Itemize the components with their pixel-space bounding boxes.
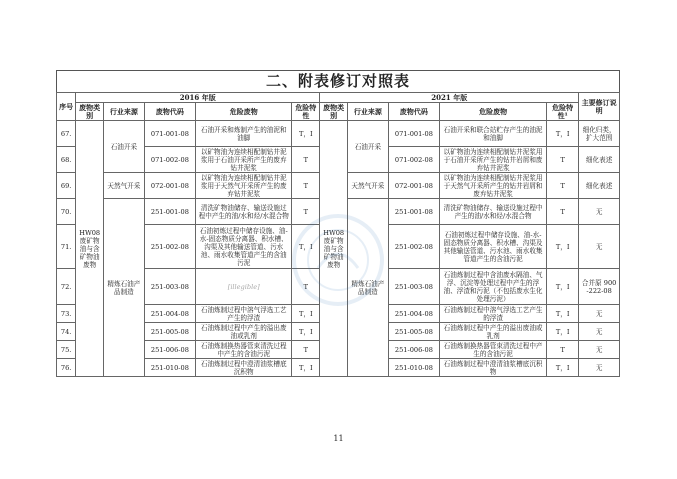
hazard-cell: T xyxy=(292,147,320,173)
remark-cell: 无 xyxy=(579,359,620,377)
hazard-cell: T，I xyxy=(547,225,579,269)
hazard-cell: T，I xyxy=(292,359,320,377)
remark-cell: 细化归类，扩大范围 xyxy=(579,121,620,147)
header-waste-2021: 危险废物 xyxy=(440,103,547,121)
waste-cell: 石油开采和炼制产生的油泥和油脚 xyxy=(196,121,292,147)
waste-cell: 石油炼制过程中溶气浮选工艺产生的浮渣 xyxy=(196,305,292,323)
code-cell: 251-010-08 xyxy=(388,359,439,377)
header-hazard-2021: 危险特性¹ xyxy=(547,103,579,121)
seq-cell: 73. xyxy=(57,305,76,323)
header-code-2016: 废物代码 xyxy=(144,103,195,121)
hazard-cell: T xyxy=(547,341,579,359)
seq-cell: 75. xyxy=(57,341,76,359)
waste-cell: 石油炼制过程中澄清油浆槽底沉积物 xyxy=(196,359,292,377)
seq-cell: 67. xyxy=(57,121,76,147)
seq-cell: 71. xyxy=(57,225,76,269)
header-code-2021: 废物代码 xyxy=(388,103,439,121)
waste-cell: 以矿物油为连续相配制钻井泥浆用于石油开采所产生的钻井岩屑和废弃钻井泥浆 xyxy=(440,147,547,173)
code-cell: 251-004-08 xyxy=(144,305,195,323)
header-category-2016: 废物类别 xyxy=(76,103,104,121)
remark-cell: 无 xyxy=(579,341,620,359)
code-cell: 072-001-08 xyxy=(388,173,439,199)
remark-cell: 无 xyxy=(579,305,620,323)
remark-cell: 合并原 900-222-08 xyxy=(579,269,620,305)
header-hazard-2016: 危险特性 xyxy=(292,103,320,121)
header-industry-2021: 行业来源 xyxy=(348,103,389,121)
code-cell: 251-004-08 xyxy=(388,305,439,323)
hazard-cell: T xyxy=(292,341,320,359)
hazard-cell: T，I xyxy=(547,359,579,377)
hazard-cell: T，I xyxy=(547,305,579,323)
code-cell: 071-001-08 xyxy=(388,121,439,147)
waste-cell: 石油开采和联合站贮存产生的油泥和油脚 xyxy=(440,121,547,147)
code-cell: 251-001-08 xyxy=(388,199,439,225)
waste-cell: 清洗矿物油储存、输送设施过程中产生的油/水和烃/水混合物 xyxy=(196,199,292,225)
remark-cell: 无 xyxy=(579,225,620,269)
page-number: 11 xyxy=(333,434,344,443)
table-row xyxy=(57,121,620,147)
industry-cell-2016: 精炼石油产品制造 xyxy=(104,199,145,377)
waste-cell: 石油炼制过程中产生的溢出废油或乳剂 xyxy=(440,323,547,341)
code-cell: 251-006-08 xyxy=(144,341,195,359)
code-cell: 071-001-08 xyxy=(144,121,195,147)
industry-cell-2021: 天然气开采 xyxy=(348,173,389,199)
code-cell: 251-006-08 xyxy=(388,341,439,359)
hazard-cell: T，I xyxy=(547,121,579,147)
industry-cell-2016: 天然气开采 xyxy=(104,173,145,199)
code-cell: 072-001-08 xyxy=(144,173,195,199)
waste-cell: 以矿物油为连续相配制钻井泥浆用于石油开采所产生的废弃钻井泥浆 xyxy=(196,147,292,173)
code-cell: 251-002-08 xyxy=(144,225,195,269)
header-remark: 主要修订说明 xyxy=(579,93,620,121)
header-seq: 序号 xyxy=(57,93,76,121)
category-cell-2021: HW08 废矿物油与含矿物油废物 xyxy=(320,121,348,377)
waste-cell: 以矿物油为连续相配制钻井泥浆用于天然气开采所产生的钻井岩屑和废弃钻井泥浆 xyxy=(440,173,547,199)
header-category-2021: 废物类别 xyxy=(320,103,348,121)
waste-cell: 石油炼制过程中含油废水隔油、气浮、沉淀等处理过程中产生的浮油、浮渣和污泥（不包括废水生化处理污泥） xyxy=(440,269,547,305)
industry-cell-2021: 精炼石油产品制造 xyxy=(348,199,389,377)
code-cell: 251-001-08 xyxy=(144,199,195,225)
waste-cell: 石油初炼过程中储存设施、油-水-固态物质分离器、积水槽、沟渠及其他输送管道、污水池、雨水收集管道产生的含油污泥 xyxy=(196,225,292,269)
waste-cell: 石油炼制过程中澄清油浆槽底沉积物 xyxy=(440,359,547,377)
code-cell: 071-002-08 xyxy=(388,147,439,173)
waste-cell: 清洗矿物油储存、输送设施过程中产生的油/水和烃/水混合物 xyxy=(440,199,547,225)
hazard-cell: T xyxy=(547,199,579,225)
waste-cell: 石油炼制过程中溶气浮选工艺产生的浮渣 xyxy=(440,305,547,323)
revision-table xyxy=(56,92,620,377)
waste-cell: 石油炼制过程中产生的溢出废油或乳剂 xyxy=(196,323,292,341)
hazard-cell: T，I xyxy=(547,269,579,305)
hazard-cell: T xyxy=(292,199,320,225)
seq-cell: 76. xyxy=(57,359,76,377)
remark-cell: 细化表述 xyxy=(579,147,620,173)
waste-cell: 石油炼制换热器管束清洗过程中产生的含油污泥 xyxy=(440,341,547,359)
code-cell: 251-003-08 xyxy=(388,269,439,305)
seq-cell: 69. xyxy=(57,173,76,199)
remark-cell: 无 xyxy=(579,199,620,225)
seq-cell: 72. xyxy=(57,269,76,305)
hazard-cell: T xyxy=(547,173,579,199)
hazard-cell: T xyxy=(292,269,320,305)
remark-cell: 无 xyxy=(579,323,620,341)
header-industry-2016: 行业来源 xyxy=(104,103,145,121)
header-version-2016: 2016 年版 xyxy=(76,93,320,103)
remark-cell: 细化表述 xyxy=(579,173,620,199)
code-cell: 251-010-08 xyxy=(144,359,195,377)
page-title: 二、附表修订对照表 xyxy=(56,70,620,92)
code-cell: 251-005-08 xyxy=(144,323,195,341)
header-version-2021: 2021 年版 xyxy=(320,93,579,103)
seq-cell: 70. xyxy=(57,199,76,225)
hazard-cell: T xyxy=(292,173,320,199)
hazard-cell: T，I xyxy=(292,305,320,323)
seq-cell: 68. xyxy=(57,147,76,173)
industry-cell-2016: 石油开采 xyxy=(104,121,145,173)
hazard-cell: T xyxy=(547,147,579,173)
waste-cell: 以矿物油为连续相配制钻井泥浆用于天然气开采所产生的废弃钻井泥浆 xyxy=(196,173,292,199)
code-cell: 251-003-08 xyxy=(144,269,195,305)
waste-cell-illegible: [illegible] xyxy=(196,269,292,305)
code-cell: 251-005-08 xyxy=(388,323,439,341)
hazard-cell: T，I xyxy=(292,225,320,269)
header-waste-2016: 危险废物 xyxy=(196,103,292,121)
code-cell: 251-002-08 xyxy=(388,225,439,269)
category-cell-2016: HW08 废矿物油与含矿物油废物 xyxy=(76,121,104,377)
hazard-cell: T，I xyxy=(547,323,579,341)
waste-cell: 石油初炼过程中储存设施、油-水-固态物质分离器、积水槽、沟渠及其他输送管道、污水池、雨水收集管道产生的含油污泥 xyxy=(440,225,547,269)
hazard-cell: T，I xyxy=(292,121,320,147)
waste-cell: 石油炼制换热器管束清洗过程中产生的含油污泥 xyxy=(196,341,292,359)
seq-cell: 74. xyxy=(57,323,76,341)
industry-cell-2021: 石油开采 xyxy=(348,121,389,173)
code-cell: 071-002-08 xyxy=(144,147,195,173)
hazard-cell: T，I xyxy=(292,323,320,341)
